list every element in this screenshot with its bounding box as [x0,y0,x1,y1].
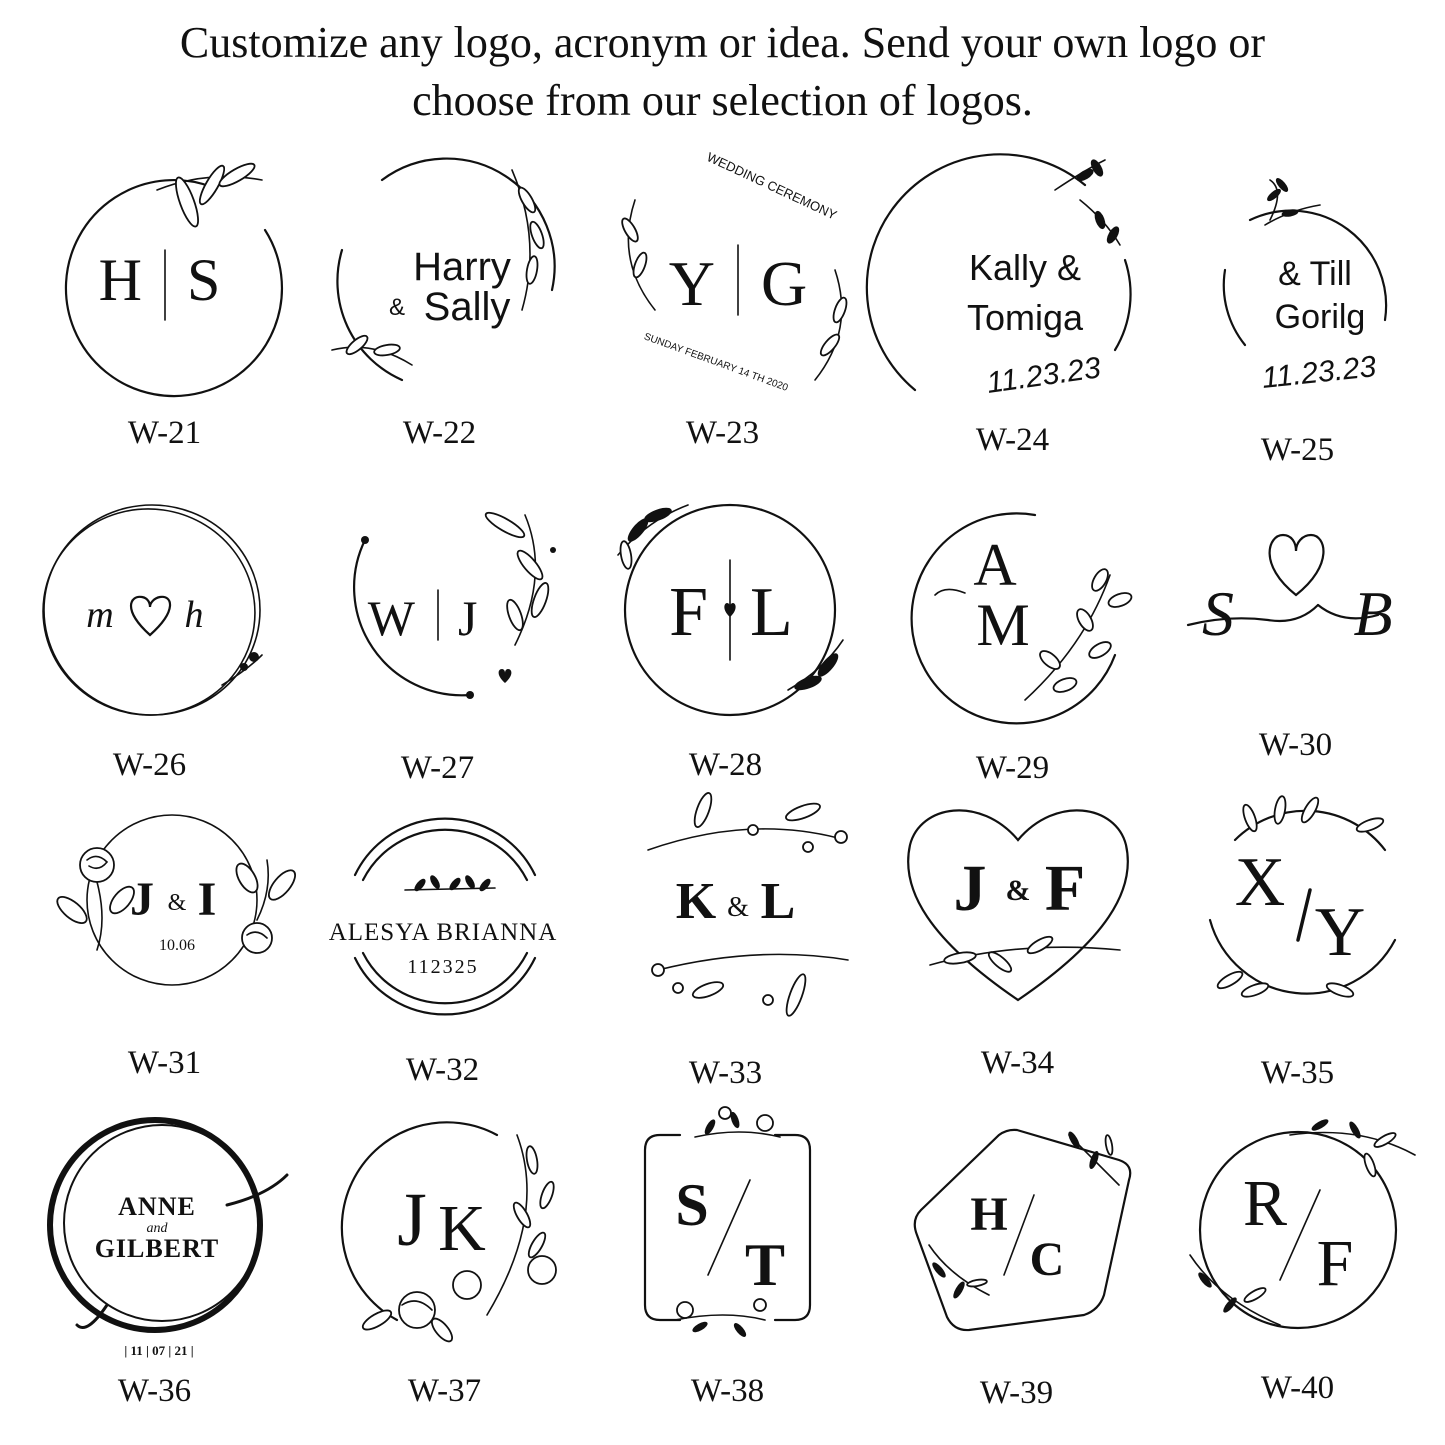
logo-card-w24[interactable] [868,150,1157,470]
logo-card-w33[interactable] [581,790,870,1110]
logo-w21-right-letter: S [187,247,221,313]
logo-code-w30: W-30 [1258,727,1333,763]
logo-w32-number: 112325 [407,956,479,978]
logo-w40-right-letter: F [1316,1227,1354,1300]
logo-w27-left-letter: W [367,590,415,646]
logo-w24-second-name: Tomiga [966,297,1084,338]
logo-card-w22[interactable] [295,150,584,470]
logo-w27-right-letter: J [458,590,478,646]
logo-w37-emblem [317,1105,572,1360]
logo-w39-right-letter: C [1029,1233,1065,1286]
logo-w38-left-letter: S [675,1172,709,1238]
logo-code-w35: W-35 [1260,1055,1335,1091]
logo-code-w40: W-40 [1260,1370,1335,1406]
logo-code-w22: W-22 [402,415,477,451]
logo-code-w31: W-31 [127,1045,202,1081]
logo-code-w32: W-32 [405,1052,480,1088]
logo-w29-top-letter: A [973,532,1017,598]
logo-w29-emblem [885,485,1140,740]
logo-w36-second-name: GILBERT [94,1234,220,1263]
logo-code-w25: W-25 [1260,432,1335,468]
logo-w30-heart [1270,535,1324,595]
logo-w32-name: ALESYA BRIANNA [328,919,558,946]
logo-w26-right-letter: h [184,594,204,636]
logo-w23-arc-bottom: SUNDAY FEBRUARY 14 TH 2020 [642,331,790,394]
logo-w34-left-letter: J [953,852,987,925]
logo-w30-left-letter: S [1202,578,1234,649]
logo-card-w28[interactable] [581,485,870,805]
logo-card-w34[interactable] [873,790,1162,1110]
logo-w37-left-letter: J [397,1178,427,1262]
logo-card-w25[interactable] [1153,150,1442,470]
logo-w35-right-letter: Y [1314,894,1366,971]
logo-code-w29: W-29 [975,750,1050,786]
logo-w40-emblem [1170,1105,1425,1360]
logo-w38-emblem [600,1105,855,1360]
logo-card-w23[interactable] [578,150,867,470]
logo-code-w23: W-23 [685,415,760,451]
logo-w34-emblem [890,790,1145,1045]
logo-grid [0,150,1445,1440]
logo-w31-emblem [37,790,292,1045]
logo-w22-ampersand: & [388,294,406,321]
logo-w23-emblem [595,150,850,405]
logo-w29-bottom-letter: M [976,592,1030,658]
logo-w33-right-letter: L [760,873,796,930]
logo-code-w21: W-21 [127,415,202,451]
logo-w31-date: 10.06 [159,937,195,954]
logo-w24-date: 11.23.23 [984,351,1103,400]
logo-w33-left-letter: K [675,873,717,930]
logo-w24-first-name: Kally & [968,247,1082,288]
logo-w25-line-2: Gorilg [1274,298,1366,336]
logo-w36-date: | 11 | 07 | 21 | [124,1343,194,1358]
logo-card-w35[interactable] [1153,790,1442,1110]
logo-w26-heart [131,597,170,635]
logo-card-w30[interactable] [1151,485,1440,805]
logo-w35-left-letter: X [1234,844,1286,921]
logo-card-w39[interactable] [872,1105,1161,1425]
logo-code-w37: W-37 [407,1373,482,1409]
logo-card-w38[interactable] [583,1105,872,1425]
logo-w39-emblem [889,1105,1144,1360]
heading-line-1: Customize any logo, acronym or idea. Send your own logo or [179,18,1266,67]
logo-w26-emblem [22,485,277,740]
logo-code-w24: W-24 [975,422,1050,458]
logo-w22-emblem [312,150,567,405]
heading-line-2: choose from our selection of logos. [412,76,1033,125]
logo-w22-first-name: Harry [413,245,511,289]
logo-code-w38: W-38 [690,1373,765,1409]
logo-card-w31[interactable] [20,790,309,1110]
logo-card-w21[interactable] [20,150,309,470]
logo-w25-emblem [1170,150,1425,405]
logo-code-w27: W-27 [400,750,475,786]
logo-code-w26: W-26 [112,747,187,783]
logo-w27-emblem [310,485,565,740]
logo-w28-right-letter: L [750,574,793,651]
logo-w25-line-1: & Till [1278,255,1352,293]
logo-card-w36[interactable] [10,1105,299,1425]
page-heading [0,14,1445,130]
logo-w36-first-name: ANNE [118,1192,196,1221]
logo-w37-right-letter: K [438,1192,486,1265]
logo-w21-emblem [37,150,292,405]
logo-w36-emblem [27,1105,282,1360]
logo-w26-left-letter: m [86,594,114,636]
logo-w30-emblem [1168,485,1423,740]
logo-w25-date: 11.23.23 [1260,350,1378,395]
logo-w31-right-letter: I [197,873,217,926]
logo-w31-left-letter: J [130,873,154,926]
logo-w34-right-letter: F [1044,852,1086,925]
logo-w38-right-letter: T [744,1232,786,1298]
logo-card-w37[interactable] [300,1105,589,1425]
logo-card-w32[interactable] [298,790,587,1110]
logo-w31-ampersand: & [167,890,187,916]
logo-code-w28: W-28 [688,747,763,783]
logo-w35-emblem [1170,790,1425,1045]
logo-w39-left-letter: H [970,1188,1008,1241]
logo-w27-heart [499,669,512,683]
logo-w30-right-letter: B [1353,578,1393,649]
logo-code-w34: W-34 [980,1045,1055,1081]
logo-w33-emblem [598,790,853,1045]
logo-w40-left-letter: R [1242,1167,1288,1240]
logo-w33-ampersand: & [727,892,749,923]
logo-w28-emblem [598,485,853,740]
logo-w21-left-letter: H [98,247,142,313]
logo-code-w39: W-39 [979,1375,1054,1411]
logo-code-w36: W-36 [117,1373,192,1409]
logo-card-w40[interactable] [1153,1105,1442,1425]
logo-w23-left-letter: Y [668,248,715,319]
logo-card-w29[interactable] [868,485,1157,805]
logo-w24-emblem [885,150,1140,405]
logo-card-w26[interactable] [5,485,294,805]
logo-w36-connector: and [146,1221,168,1236]
logo-w22-second-name: Sally [423,285,511,329]
logo-w23-arc-top: WEDDING CEREMONY [704,149,840,223]
logo-code-w33: W-33 [688,1055,763,1091]
logo-w28-left-letter: F [669,574,708,651]
logo-w32-emblem [315,790,570,1045]
logo-card-w27[interactable] [293,485,582,805]
logo-w34-ampersand: & [1005,874,1031,907]
logo-w23-right-letter: G [761,248,808,319]
